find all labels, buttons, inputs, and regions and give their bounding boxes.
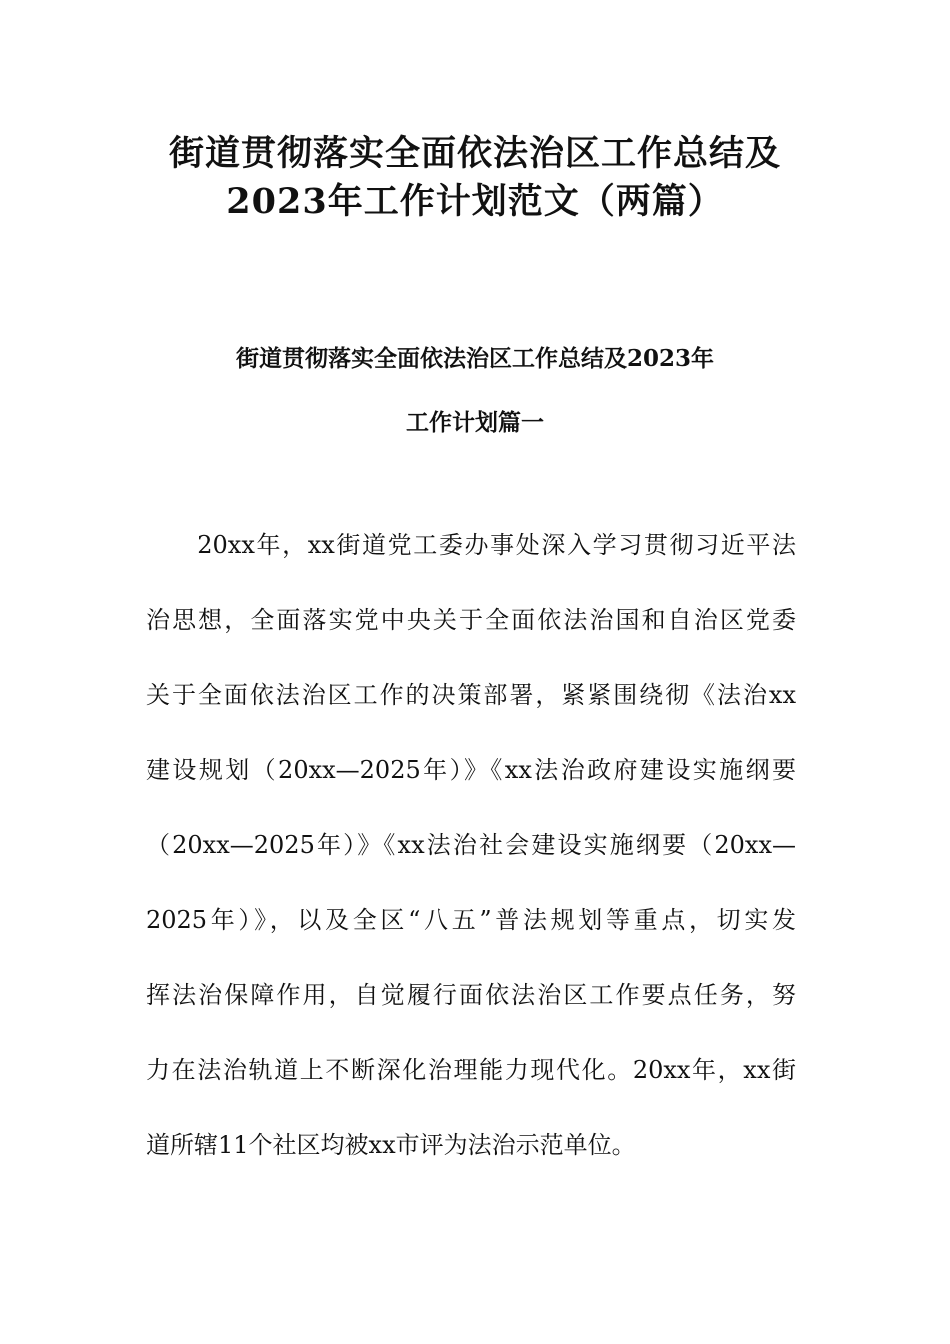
paragraph-line: 2025年）》，以及全区“八五”普法规划等重点，切实发	[146, 906, 796, 934]
body-paragraph	[146, 508, 796, 1183]
main-title-line-1: 街道贯彻落实全面依法治区工作总结及	[168, 133, 781, 174]
paragraph-line: 关于全面依法治区工作的决策部署，紧紧围绕彻《法治xx	[146, 681, 796, 709]
section-title-line-2: 工作计划篇一	[406, 409, 544, 436]
paragraph-line: 道所辖11个社区均被xx市评为法治示范单位。	[146, 1131, 636, 1159]
paragraph-line: 力在法治轨道上不断深化治理能力现代化。20xx年，xx街	[146, 1056, 796, 1084]
paragraph-line: （20xx—2025年）》《xx法治社会建设实施纲要（20xx—	[146, 831, 796, 859]
section-title-line-1: 街道贯彻落实全面依法治区工作总结及2023年	[235, 345, 714, 372]
main-title-line-2: 2023年工作计划范文（两篇）	[226, 181, 724, 222]
paragraph-line: 挥法治保障作用，自觉履行面依法治区工作要点任务，努	[146, 981, 796, 1009]
paragraph-line: 建设规划（20xx—2025年）》《xx法治政府建设实施纲要	[146, 756, 796, 784]
paragraph-line: 20xx年，xx街道党工委办事处深入学习贯彻习近平法	[146, 531, 796, 559]
paragraph-line: 治思想，全面落实党中央关于全面依法治国和自治区党委	[146, 606, 796, 634]
